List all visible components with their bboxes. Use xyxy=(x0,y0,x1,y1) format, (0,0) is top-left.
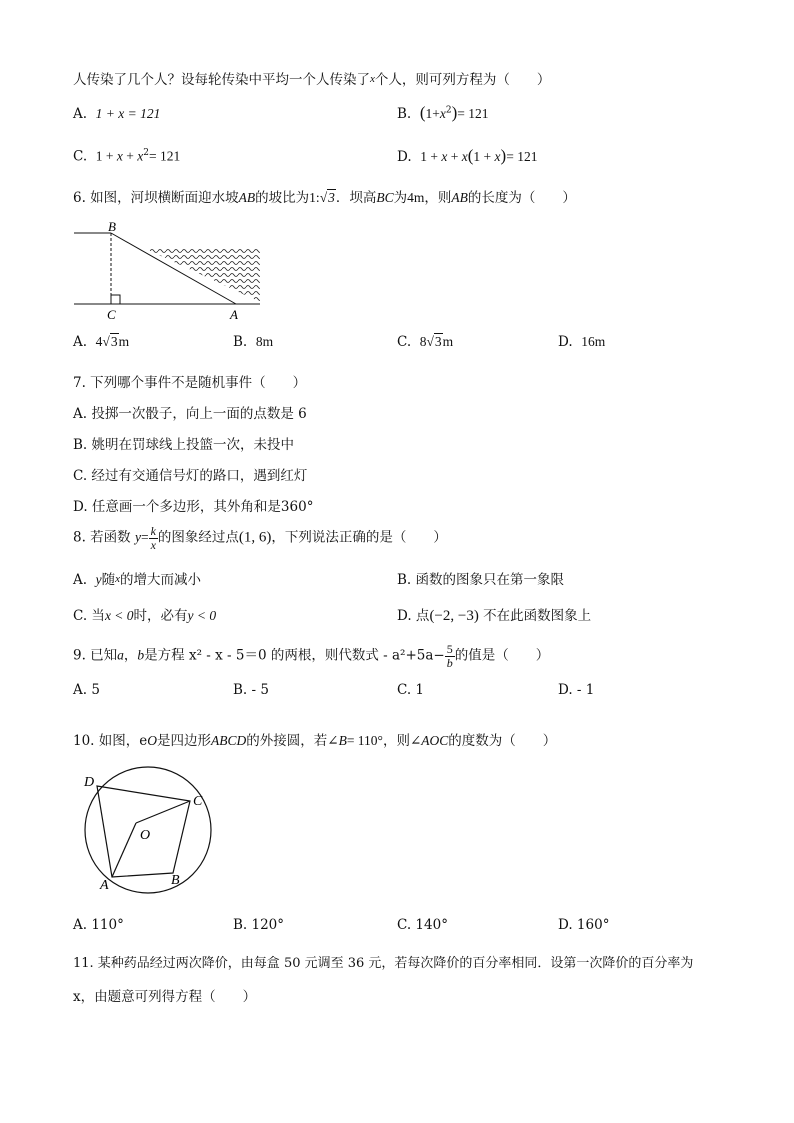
segment-oa xyxy=(112,823,136,877)
label-c: C xyxy=(107,307,116,322)
dam-cross-section-figure xyxy=(70,218,270,322)
label-d: D xyxy=(84,775,95,790)
q10-option-a: A. 110° xyxy=(73,917,124,933)
q7-option-a: A. 投掷一次骰子，向上一面的点数是 6 xyxy=(73,406,307,422)
label-o: O xyxy=(140,828,151,843)
q5-option-a: A. 1 + x = 121 xyxy=(73,106,161,122)
label-a: A xyxy=(100,878,109,893)
q7-option-c: C. 经过有交通信号灯的路口，遇到红灯 xyxy=(73,468,308,484)
q11-stem-line2: x，由题意可列得方程（ ） xyxy=(73,989,257,1005)
q6-stem: 6. 如图，河坝横断面迎水坡AB的坡比为1:√3．坝高BC为4m，则AB的长度为（ ） xyxy=(73,190,576,206)
q6-option-a: A. 4√3m xyxy=(73,334,130,350)
q8-option-c: C. 当x < 0时，必有y < 0 xyxy=(73,608,217,624)
q9-stem: 9. 已知a，b是方程 x² - x - 5＝0 的两根，则代数式 - a²+5a− $\frac{5}{b}$ 的值是（ ） xyxy=(73,642,550,670)
q9-option-a: A. 5 xyxy=(73,682,100,698)
q9-option-c: C. 1 xyxy=(397,682,425,698)
q7-option-b: B. 姚明在罚球线上投篮一次，未投中 xyxy=(73,437,295,453)
q7-stem: 7. 下列哪个事件不是随机事件（ ） xyxy=(73,375,307,391)
q6-option-c: C. 8√3m xyxy=(397,334,454,350)
q5-option-c: C. $1 + x + x^2= 121$ xyxy=(73,148,181,165)
q8-option-a: A. y随x的增大而减小 xyxy=(73,572,202,588)
q5-option-d: D. 1 + x + x(1 + x)= 121 xyxy=(397,146,538,165)
q10-option-c: C. 140° xyxy=(397,917,448,933)
label-a: A xyxy=(230,307,238,322)
q9-option-d: D. - 1 xyxy=(558,682,595,698)
q6-option-b: B. 8m xyxy=(233,334,274,350)
q10-stem: 10. 如图，eO是四边形ABCD的外接圆，若∠B= 110°，则∠AOC的度数为（ ） xyxy=(73,733,557,749)
q7-option-d: D. 任意画一个多边形，其外角和是360° xyxy=(73,499,314,515)
q11-stem-line1: 11. 某种药品经过两次降价，由每盒 50 元调至 36 元，若每次降价的百分率相同．设第一次降价的百分率为 xyxy=(73,956,694,971)
q9-option-b: B. - 5 xyxy=(233,682,269,698)
q10-option-d: D. 160° xyxy=(558,917,610,933)
label-b: B xyxy=(171,873,180,888)
circle-quadrilateral-figure xyxy=(76,765,216,899)
q5-stem: 人传染了几个人？设每轮传染中平均一个人传染了x个人，则可列方程为（ ） xyxy=(73,72,551,88)
q6-option-d: D. 16m xyxy=(558,334,606,350)
label-c: C xyxy=(193,794,203,809)
right-angle-mark xyxy=(111,295,120,304)
segment-oc xyxy=(136,801,190,823)
q5-option-b: B. $(1+x^2)= 121$ xyxy=(397,103,489,122)
label-b: B xyxy=(108,219,116,234)
q8-stem: 8. 若函数 y= $\frac{k}{x}$ 的图象经过点(1, 6)，下列说法正确的是（ ） xyxy=(73,524,447,552)
q8-option-b: B. 函数的图象只在第一象限 xyxy=(397,572,565,588)
q8-option-d: D. 点(−2, −3) 不在此函数图象上 xyxy=(397,608,592,624)
water-area xyxy=(144,248,260,302)
q10-option-b: B. 120° xyxy=(233,917,285,933)
